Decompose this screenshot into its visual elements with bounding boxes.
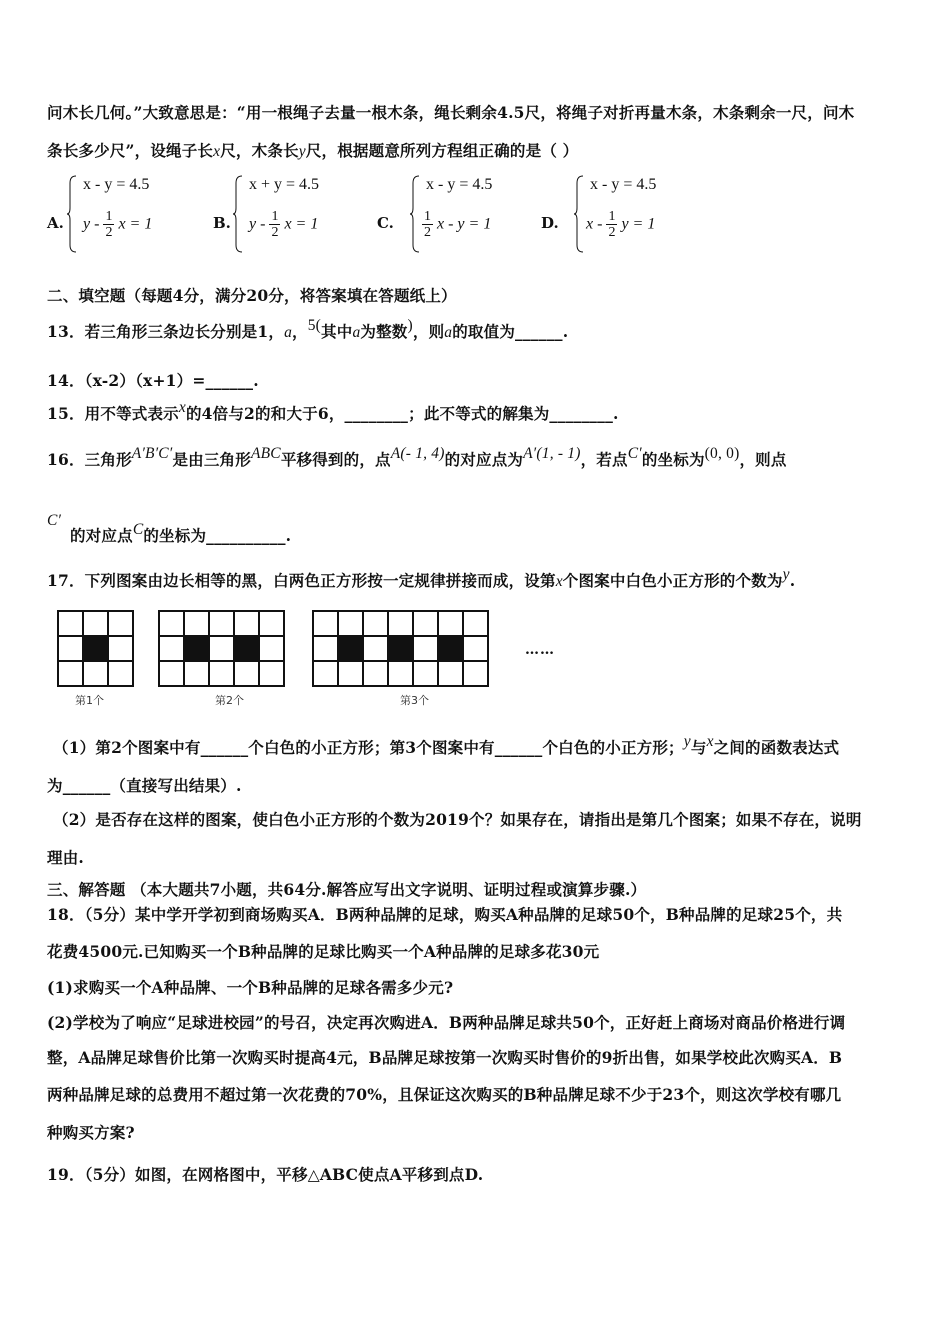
q18-line7: 种购买方案? [47,1123,135,1142]
text: 平移得到的，点 [280,450,391,469]
text: ，则 [412,322,445,341]
eq-part: x = 1 [118,215,153,233]
q12-line1: 问木长几何。”大致意思是：“用一根绳子去量一根木条，绳长剩余4.5尺，将绳子对折再量木条，木条剩余一尺，问木 [47,103,855,122]
white-square [313,636,338,661]
q18-line4: (2)学校为了响应“足球进校园”的号召，决定再次购进A．B两种品牌足球共50个，正好赶上商场对商品价格进行调 [47,1013,846,1032]
ellipsis: …… [525,642,555,658]
q16-line2-var [47,510,61,530]
white-square [438,661,463,686]
var-x: x [555,573,563,590]
option-label: B. [213,214,231,232]
text: 其中 [321,322,353,341]
var-y: y [683,733,691,750]
white-square [58,661,83,686]
text: 尺，木条长 [220,141,299,160]
white-square [209,611,234,636]
white-square [159,636,184,661]
point-a: A(- 1, 4) [390,445,445,462]
eq-part: y = 1 [621,215,656,233]
q18-line3: (1)求购买一个A种品牌、一个B种品牌的足球各需多少元? [47,978,454,997]
q16-line1 [47,445,787,470]
white-square [463,611,488,636]
white-square [159,661,184,686]
text: （1）第2个图案中有______个白色的小正方形；第3个图案中有______个白色的小正方形； [53,738,684,757]
white-square [438,611,463,636]
q15 [47,399,619,424]
black-square [338,636,363,661]
white-square [234,661,259,686]
caption-3: 第3个 [400,694,429,707]
black-square [438,636,463,661]
option-a[interactable] [47,170,207,260]
white-square [259,661,284,686]
white-square [209,636,234,661]
q17-part2-line2: 理由. [47,848,84,867]
brace-icon [574,175,584,253]
white-square [313,611,338,636]
q18-line5: 整，A品牌足球售价比第一次购买时提高4元，B品牌足球按第一次购买时售价的9折出售，如果学校此次购买A．B [47,1048,843,1067]
text: 16．三角形 [47,450,132,469]
black-square [184,636,209,661]
text: ，则点 [739,450,787,469]
pattern-figure [50,602,590,712]
white-square [463,636,488,661]
numerator: 1 [271,209,279,224]
denominator: 2 [271,225,279,240]
white-square [108,636,133,661]
white-square [363,636,388,661]
option-b[interactable] [213,170,373,260]
caption-2: 第2个 [215,694,244,707]
pattern-1 [57,610,134,687]
eq-part: y - [249,215,266,233]
option-label: D. [541,214,559,232]
numerator: 1 [105,209,113,224]
eq-part: x = 1 [284,215,319,233]
text: 之间的函数表达式 [713,738,840,757]
white-square [388,661,413,686]
text: 尺，根据题意所列方程组正确的是（ ） [305,141,579,160]
text: 为整数 [360,322,408,341]
equation-1: x + y = 4.5 [249,176,320,193]
q19: 19．（5分）如图，在网格图中，平移△ABC使点A平移到点D. [47,1165,484,1184]
section-2-heading: 二、填空题（每题4分，满分20分，将答案填在答题纸上） [47,286,457,305]
q17-part2: （2）是否存在这样的图案，使白色小正方形的个数为2019个？如果存在，请指出是第几个图案；如果不存在，说明 [53,810,862,829]
brace-icon [233,175,243,253]
paren: ) [407,317,413,334]
option-d[interactable] [541,170,701,260]
q18-line6: 两种品牌足球的总费用不超过第一次花费的70%，且保证这次购买的B种品牌足球不少于23个，则这次学校有哪几 [47,1085,842,1104]
q17-part1 [53,733,840,758]
var-a: a [352,324,361,341]
white-square [159,611,184,636]
text: ，若点 [580,450,628,469]
white-square [83,661,108,686]
fraction [103,210,114,240]
text: . [789,571,796,590]
fraction [269,210,280,240]
var-x: x [706,733,714,750]
var-x: x [178,399,186,416]
fraction [606,210,617,240]
q13 [47,317,569,342]
eq-part: x - [586,215,603,233]
point-c-prime: C′ [47,512,62,529]
numerator: 1 [424,209,431,224]
black-square [83,636,108,661]
text: 的对应点为 [444,450,524,469]
white-square [313,661,338,686]
equation-1: x - y = 4.5 [83,176,150,193]
white-square [108,661,133,686]
black-square [234,636,259,661]
fraction [422,210,433,240]
var-a: a [444,324,453,341]
white-square [413,611,438,636]
origin: (0, 0) [704,445,740,462]
brace-icon [67,175,77,253]
text: 的4倍与2的和大于6，________；此不等式的解集为________. [185,404,619,423]
equation-2 [83,210,152,240]
white-square [108,611,133,636]
white-square [363,661,388,686]
text: 的对应点 [70,526,133,545]
text: 的坐标为__________. [143,526,292,545]
section-3-heading: 三、解答题 （本大题共7小题，共64分.解答应写出文字说明、证明过程或演算步骤.） [47,880,647,899]
pattern-2 [158,610,285,687]
eq-part: y - [83,215,100,233]
white-square [58,636,83,661]
white-square [209,661,234,686]
black-square [388,636,413,661]
var-y: y [782,566,790,583]
text: 与 [690,738,707,757]
text: 的坐标为 [641,450,705,469]
white-square [388,611,413,636]
point-c: C [132,521,144,538]
white-square [83,611,108,636]
q17-stem [47,566,796,591]
q12-line2 [47,139,578,161]
q18-line2: 花费4500元.已知购买一个B种品牌的足球比购买一个A种品牌的足球多花30元 [47,942,600,961]
equation-1: x - y = 4.5 [590,176,657,193]
caption-1: 第1个 [75,694,104,707]
var-a: a [284,324,293,341]
equation-2 [249,210,318,240]
denominator: 2 [105,225,113,240]
q17-part1-line2: 为______（直接写出结果）. [47,776,242,795]
equation-2 [422,210,491,240]
text: 的取值为______. [452,322,569,341]
five: 5( [307,317,322,334]
q14: 14．（x-2）（x+1）=______. [47,371,259,390]
white-square [363,611,388,636]
text: ， [292,322,308,341]
var-y: y [298,143,306,160]
text: 个图案中白色小正方形的个数为 [562,571,783,590]
option-label: C. [377,214,394,232]
text: 17．下列图案由边长相等的黑，白两色正方形按一定规律拼接而成，设第 [47,571,556,590]
white-square [259,636,284,661]
var-x: x [213,143,221,160]
text: 是由三角形 [172,450,251,469]
triangle: ABC [250,445,281,462]
denominator: 2 [424,225,431,240]
denominator: 2 [608,225,616,240]
point-c-prime: C′ [627,445,642,462]
white-square [338,661,363,686]
point-a-prime: A′(1, - 1) [523,445,581,462]
q18-line1: 18．（5分）某中学开学初到商场购买A．B两种品牌的足球，购买A种品牌的足球50个，B种品牌的足球25个，共 [47,905,843,924]
numerator: 1 [608,209,616,224]
white-square [463,661,488,686]
white-square [184,611,209,636]
option-label: A. [47,214,64,232]
triangle-prime: A′B′C′ [131,445,173,462]
q16-line2 [70,521,292,546]
white-square [234,611,259,636]
text: 条长多少尺”，设绳子长 [47,141,214,160]
white-square [413,661,438,686]
text: 15．用不等式表示 [47,404,179,423]
white-square [413,636,438,661]
equation-2 [586,210,655,240]
brace-icon [410,175,420,253]
equation-1: x - y = 4.5 [426,176,493,193]
white-square [184,661,209,686]
white-square [58,611,83,636]
pattern-3 [312,610,489,687]
white-square [338,611,363,636]
white-square [259,611,284,636]
option-c[interactable] [377,170,537,260]
eq-part: x - y = 1 [437,215,492,233]
text: 13．若三角形三条边长分别是1， [47,322,285,341]
